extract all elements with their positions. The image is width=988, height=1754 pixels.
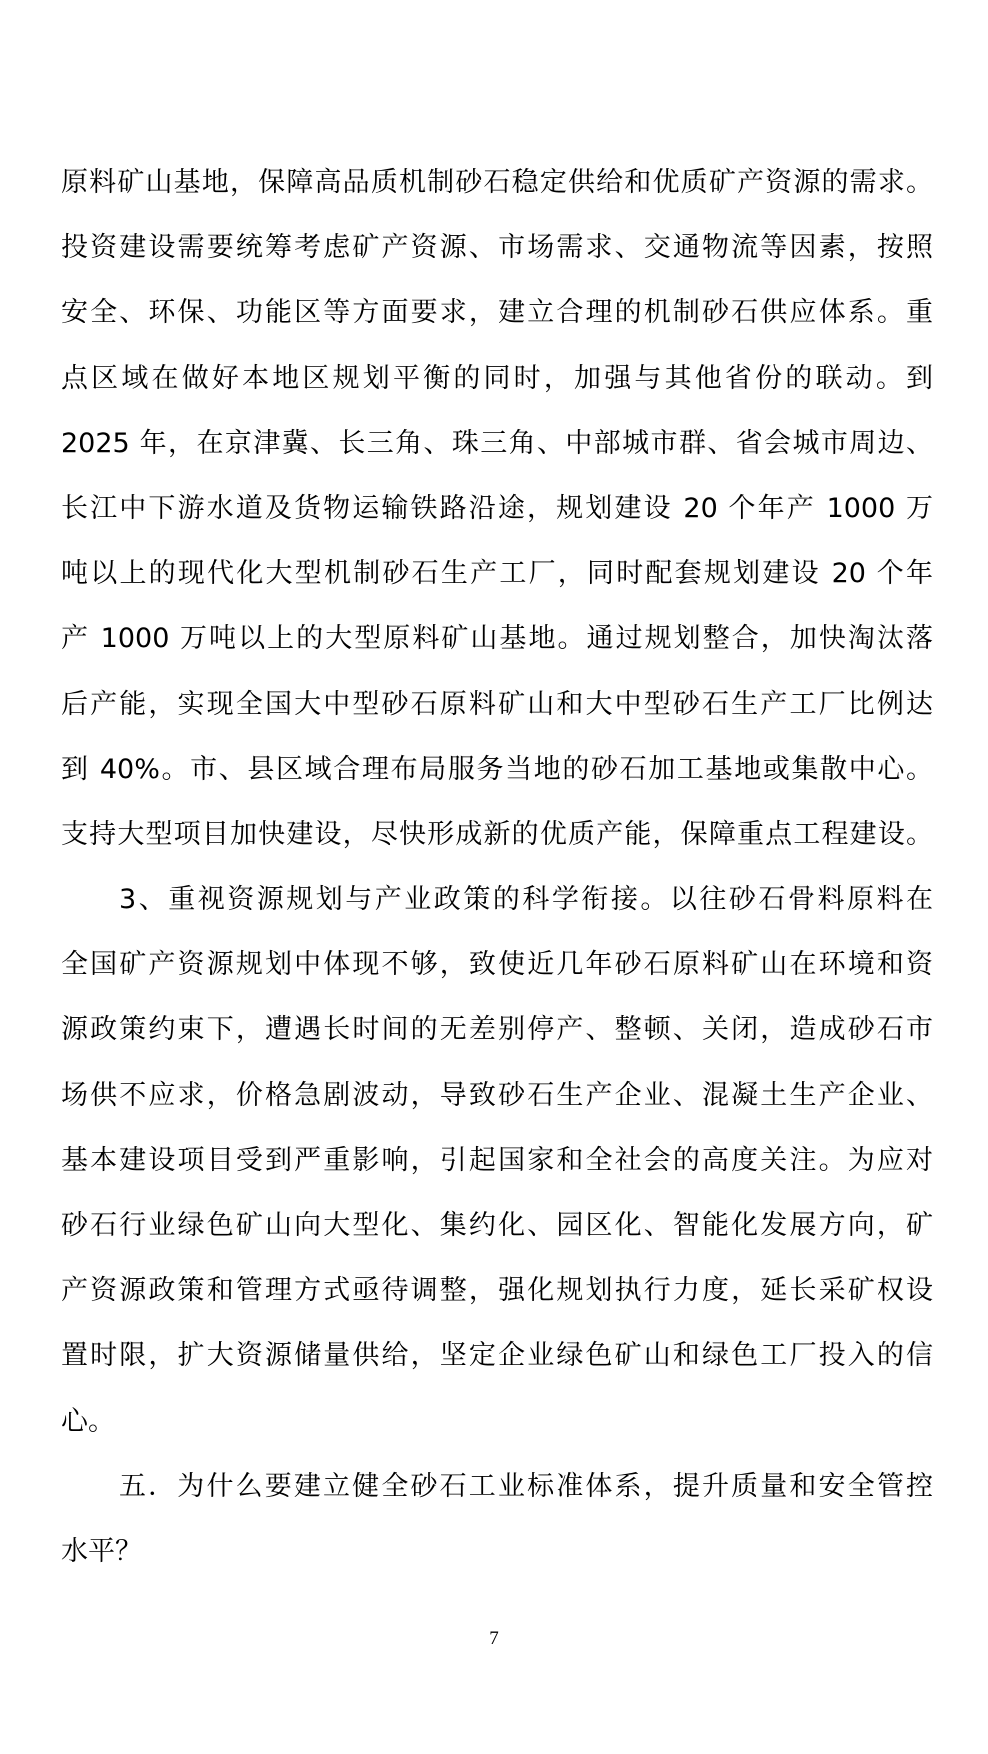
text-line: 砂石行业绿色矿山向大型化、集约化、园区化、智能化发展方向，矿 [61, 1210, 933, 1241]
text-line: 点区域在做好本地区规划平衡的同时，加强与其他省份的联动。到 [61, 362, 933, 394]
text-line: 吨以上的现代化大型机制砂石生产工厂，同时配套规划建设 20 个年 [61, 558, 933, 590]
body-text [61, 150, 933, 1584]
text-line: 长江中下游水道及货物运输铁路沿途，规划建设 20 个年产 1000 万 [61, 492, 933, 524]
text-line: 原料矿山基地，保障高品质机制砂石稳定供给和优质矿产资源的需求。 [61, 167, 933, 198]
page-number: 7 [489, 1628, 499, 1649]
section-heading-5: 五．为什么要建立健全砂石工业标准体系，提升质量和安全管控 [119, 1470, 933, 1502]
text-line: 水平？ [61, 1535, 142, 1567]
text-line: 支持大型项目加快建设，尽快形成新的优质产能，保障重点工程建设。 [61, 818, 933, 850]
text-line: 安全、环保、功能区等方面要求，建立合理的机制砂石供应体系。重 [61, 297, 933, 329]
text-line: 2025 年，在京津冀、长三角、珠三角、中部城市群、省会城市周边、 [61, 427, 933, 459]
text-line: 置时限，扩大资源储量供给，坚定企业绿色矿山和绿色工厂投入的信 [61, 1340, 933, 1372]
text-line: 投资建设需要统筹考虑矿产资源、市场需求、交通物流等因素，按照 [61, 232, 933, 264]
text-line: 产 1000 万吨以上的大型原料矿山基地。通过规划整合，加快淘汰落 [61, 623, 933, 655]
text-line: 到 40%。市、县区域合理布局服务当地的砂石加工基地或集散中心。 [61, 753, 933, 785]
text-line: 心。 [61, 1405, 115, 1437]
text-line: 产资源政策和管理方式亟待调整，强化规划执行力度，延长采矿权设 [61, 1275, 933, 1307]
section-heading-3: 3、重视资源规划与产业政策的科学衔接。以往砂石骨料原料在 [119, 884, 933, 916]
text-line: 后产能，实现全国大中型砂石原料矿山和大中型砂石生产工厂比例达 [61, 688, 933, 720]
text-line: 全国矿产资源规划中体现不够，致使近几年砂石原料矿山在环境和资 [61, 949, 933, 981]
text-line: 基本建设项目受到严重影响，引起国家和全社会的高度关注。为应对 [61, 1144, 933, 1176]
text-line: 源政策约束下，遭遇长时间的无差别停产、整顿、关闭，造成砂石市 [61, 1014, 933, 1046]
text-line: 场供不应求，价格急剧波动，导致砂石生产企业、混凝土生产企业、 [61, 1079, 933, 1111]
